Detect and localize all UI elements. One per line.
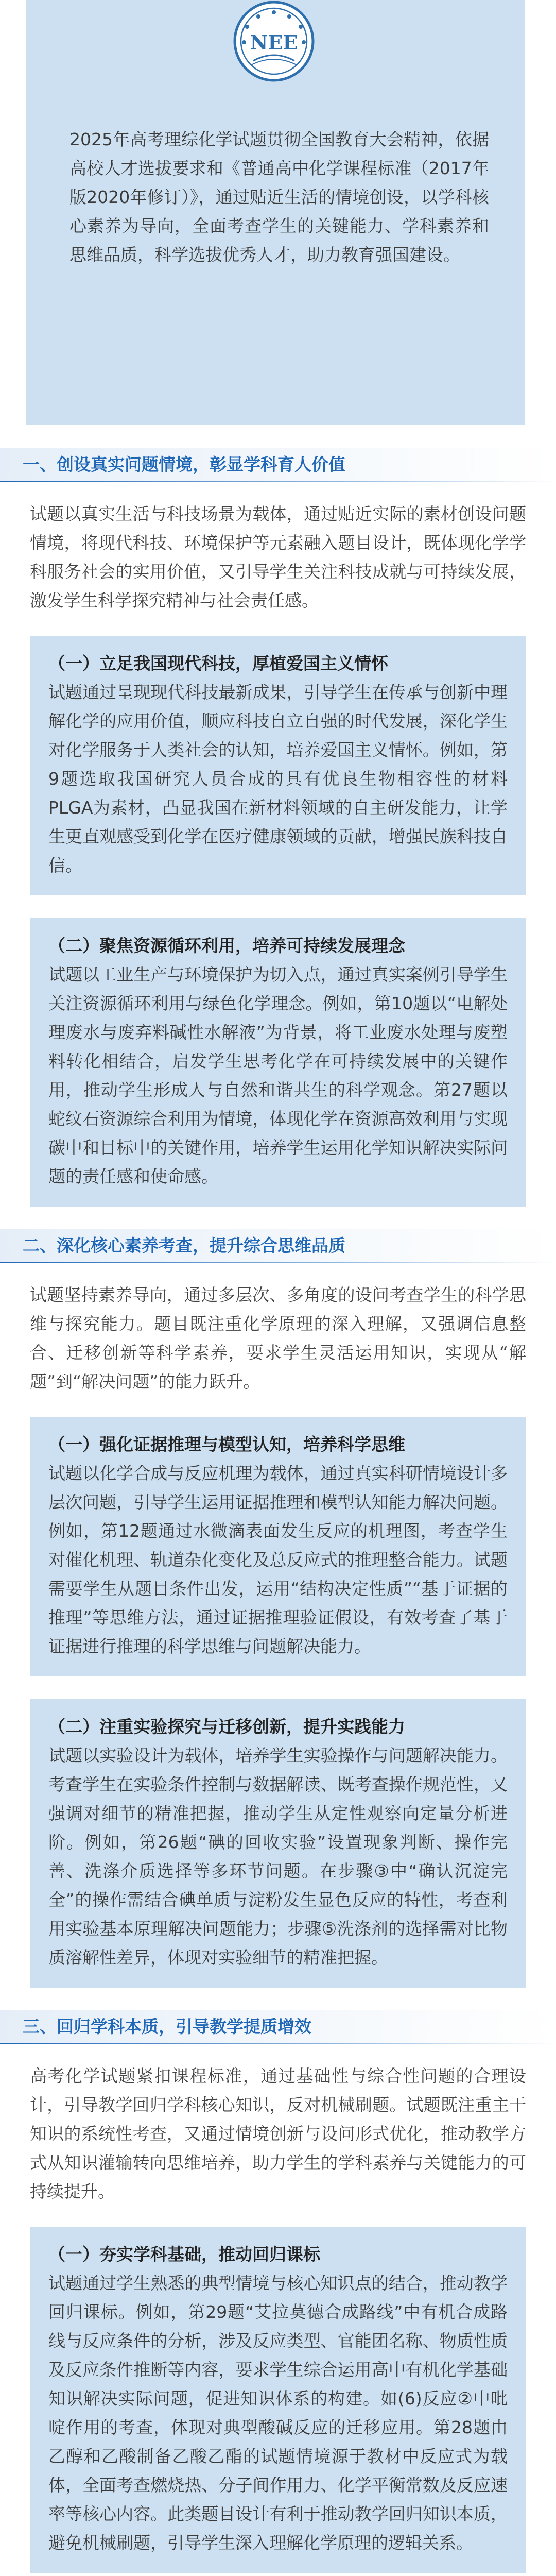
section-heading: 二、深化核心素养考查，提升综合思维品质	[0, 1229, 556, 1262]
section-intro: 试题以真实生活与科技场景为载体，通过贴近实际的素材创设问题情境，将现代科技、环境保护等元素融入题目设计，既体现化学学科服务社会的实用价值，又引导学生关注科技成就与可持续发展，激发学生科学探究精神与社会责任感。	[30, 504, 526, 611]
subsection-text: 试题通过呈现现代科技最新成果，引导学生在传承与创新中理解化学的应用价值，顺应科技自立自强的时代发展，深化学生对化学服务于人类社会的认知，培养爱国主义情怀。例如，第9题选取我国研究人员合成的具有优良生物相容性的材料PLGA为素材，凸显我国在新材料领域的自主研发能力，让学生更直观感受到化学在医疗健康领域的贡献，增强民族科技自信。	[48, 682, 508, 875]
section-intro: 试题坚持素养导向，通过多层次、多角度的设问考查学生的科学思维与探究能力。题目既注重化学原理的深入理解，又强调信息整合、迁移创新等科学素养，要求学生灵活运用知识，实现从“解题”到“解决问题”的能力跃升。	[30, 1285, 526, 1392]
section-1	[0, 448, 556, 1207]
intro-panel	[26, 0, 525, 425]
subsection-title: （一）立足我国现代科技，厚植爱国主义情怀	[48, 653, 388, 673]
logo-letters: NEE	[250, 31, 298, 54]
subsection-card	[30, 636, 526, 895]
section-heading: 三、回归学科本质，引导教学提质增效	[0, 2010, 556, 2043]
subsection-text: 试题以工业生产与环境保护为切入点，通过真实案例引导学生关注资源循环利用与绿色化学理念。例如，第10题以“电解处理废水与废弃料碱性水解液”为背景，将工业废水处理与废塑料转化相结合，启发学生思考化学在可持续发展中的关键作用，推动学生形成人与自然和谐共生的科学观念。第27题以蛇纹石资源综合利用为情境，体现化学在资源高效利用与实现碳中和目标中的关键作用，培养学生运用化学知识解决实际问题的责任感和使命感。	[48, 964, 508, 1187]
subsection-title: （一）强化证据推理与模型认知，培养科学思维	[48, 1434, 405, 1454]
subsection-text: 试题以化学合成与反应机理为载体，通过真实科研情境设计多层次问题，引导学生运用证据推理和模型认知能力解决问题。例如，第12题通过水微滴表面发生反应的机理图，考查学生对催化机理、轨道杂化变化及总反应式的推理整合能力。试题需要学生从题目条件出发，运用“结构决定性质”“基于证据的推理”等思维方法，通过证据推理验证假设，有效考查了基于证据进行推理的科学思维与问题解决能力。	[48, 1463, 508, 1656]
section-heading: 一、创设真实问题情境，彰显学科育人价值	[0, 448, 556, 481]
intro-paragraph: 2025年高考理综化学试题贯彻全国教育大会精神，依据高校人才选拔要求和《普通高中化学课程标准（2017年版2020年修订）》，通过贴近生活的情境创设，以学科核心素养为导向，全面考查学生的关键能力、学科素养和思维品质，科学选拔优秀人才，助力教育强国建设。	[70, 129, 489, 265]
section-divider	[0, 1262, 556, 1263]
article-body	[0, 448, 556, 2576]
section-intro: 高考化学试题紧扣课程标准，通过基础性与综合性问题的合理设计，引导教学回归学科核心知识，反对机械刷题。试题既注重主干知识的系统性考查，又通过情境创新与设问形式优化，推动教学方式从知识灌输转向思维培养，助力学生的学科素养与关键能力的可持续提升。	[30, 2066, 526, 2201]
subsection-title: （二）聚焦资源循环利用，培养可持续发展理念	[48, 936, 405, 956]
section-divider	[0, 481, 556, 482]
subsection-title: （二）注重实验探究与迁移创新，提升实践能力	[48, 1717, 405, 1737]
subsection-title: （一）夯实学科基础，推动回归课标	[48, 2244, 320, 2264]
subsection-text: 试题通过学生熟悉的典型情境与核心知识点的结合，推动教学回归课标。例如，第29题“艾拉莫德合成路线”中有机合成路线与反应条件的分析，涉及反应类型、官能团名称、物质性质及反应条件推断等内容，要求学生综合运用高中有机化学基础知识解决实际问题，促进知识体系的构建。如(6)反应②中吡啶作用的考查，体现对典型酸碱反应的迁移应用。第28题由乙醇和乙酸制备乙酸乙酯的试题情境源于教材中反应式为载体，全面考查燃烧热、分子间作用力、化学平衡常数及反应速率等核心内容。此类题目设计有利于推动教学回归知识本质，避免机械刷题，引导学生深入理解化学原理的逻辑关系。	[48, 2273, 508, 2553]
subsection-card	[30, 918, 526, 1207]
section-2	[0, 1229, 556, 1988]
subsection-text: 试题以实验设计为载体，培养学生实验操作与问题解决能力。考查学生在实验条件控制与数据解读、既考查操作规范性，又强调对细节的精准把握，推动学生从定性观察向定量分析进阶。例如，第26题“碘的回收实验”设置现象判断、操作完善、洗涤介质选择等多环节问题。在步骤③中“确认沉淀完全”的操作需结合碘单质与淀粉发生显色反应的特性，考查利用实验基本原理解决问题能力；步骤⑤洗涤剂的选择需对比物质溶解性差异，体现对实验细节的精准把握。	[48, 1745, 508, 1968]
subsection-card	[30, 1699, 526, 1988]
section-divider	[0, 2043, 556, 2044]
section-3	[0, 2010, 556, 2576]
subsection-card	[30, 1417, 526, 1676]
subsection-card	[30, 2227, 526, 2573]
nee-emblem-icon	[233, 0, 315, 82]
